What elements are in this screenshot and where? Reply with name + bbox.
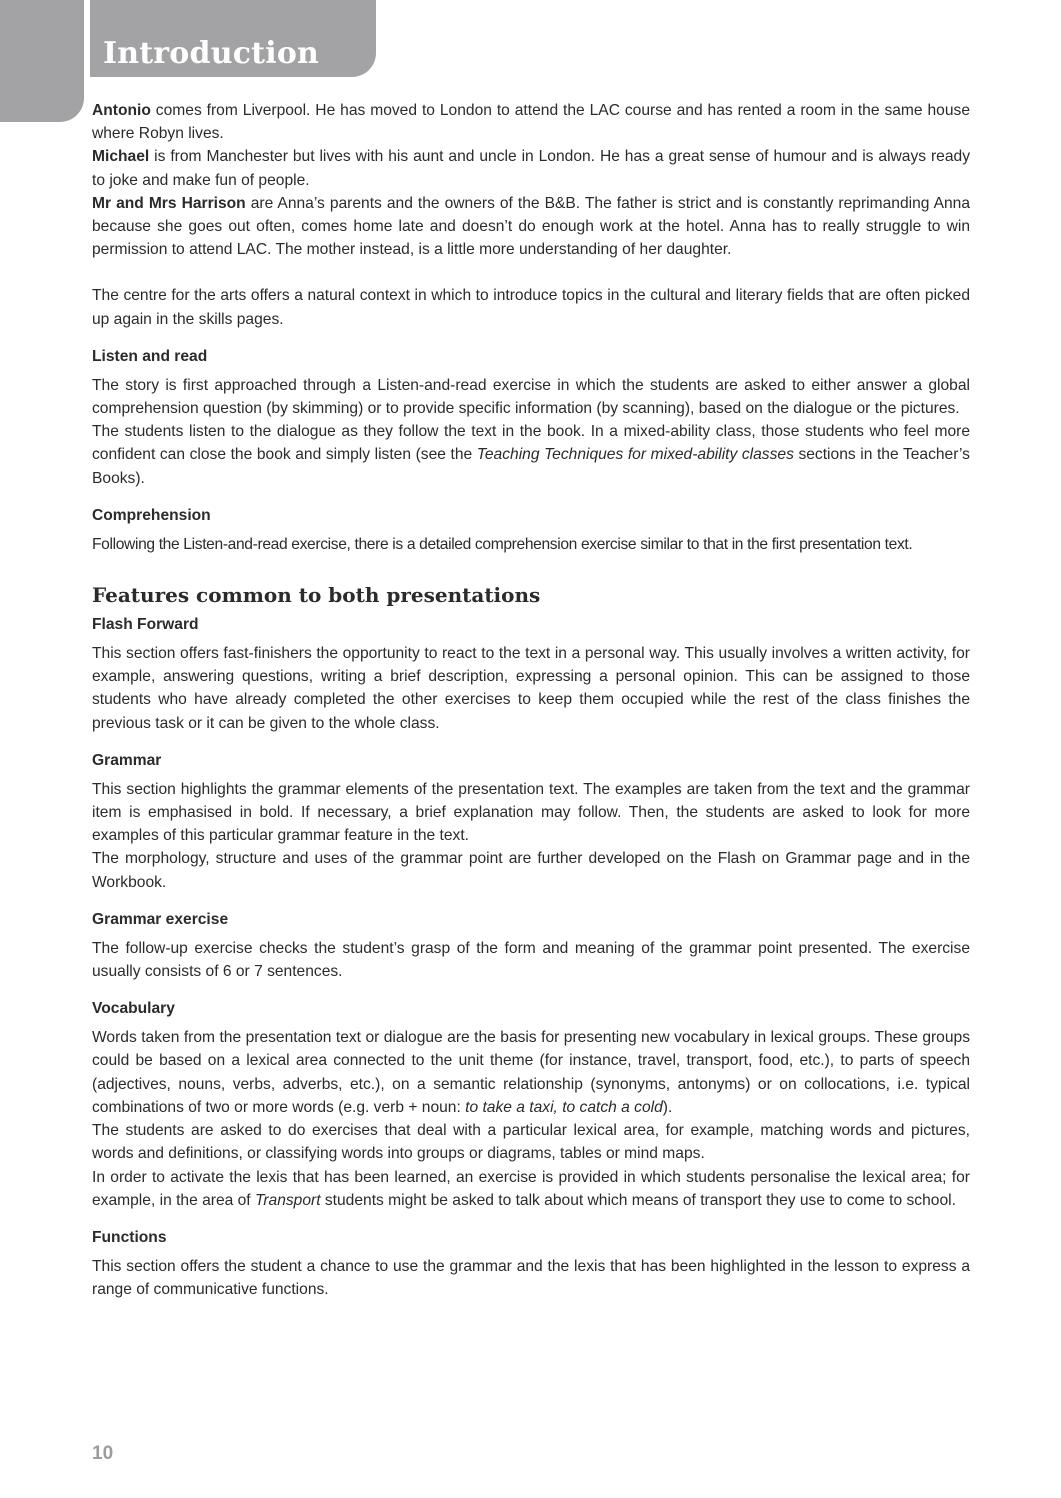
vocabulary-paragraph-2: The students are asked to do exercises that deal with a particular lexical area, for example, matching words and pictures, words and definitions, or classifying words into groups or diagrams, tables or mind maps. bbox=[92, 1122, 970, 1163]
collocation-examples: to take a taxi, to catch a cold bbox=[465, 1098, 663, 1116]
listen-and-read-heading: Listen and read bbox=[92, 347, 208, 365]
features-section-heading: Features common to both presentations bbox=[92, 583, 541, 608]
vocabulary-text-3: In order to activate the lexis that has been learned, an exercise is provided in which students personalise the lexical area; for example, in the area of bbox=[92, 1168, 970, 1209]
character-name-harrison: Mr and Mrs Harrison bbox=[92, 194, 246, 212]
transport-example: Transport bbox=[254, 1191, 321, 1209]
michael-paragraph bbox=[92, 145, 970, 191]
listen-and-read-text: The students listen to the dialogue as they follow the text in the book. In a mixed-ability class, those students who feel more confident can close the book and simply listen (see the bbox=[92, 423, 970, 464]
corner-tab-decoration bbox=[0, 0, 84, 122]
character-name-antonio: Antonio bbox=[92, 102, 151, 119]
page-number: 10 bbox=[92, 1443, 114, 1464]
vocabulary-paragraph-1 bbox=[92, 1026, 970, 1119]
comprehension-heading: Comprehension bbox=[92, 506, 211, 524]
grammar-heading: Grammar bbox=[92, 751, 162, 769]
functions-paragraph: This section offers the student a chance to use the grammar and the lexis that has been highlighted in the lesson to express a range of communicative functions. bbox=[92, 1257, 970, 1299]
comprehension-paragraph: Following the Listen-and-read exercise, there is a detailed comprehension exercise similar to that in the first presentation text. bbox=[92, 535, 913, 553]
vocabulary-paragraph-3 bbox=[92, 1166, 970, 1212]
grammar-paragraph-1: This section highlights the grammar elements of the presentation text. The examples are taken from the text and the grammar item is emphasised in bold. If necessary, a brief explanation may follow. Then, the students are asked to look for more examples of this particular grammar feature in the text. bbox=[92, 780, 970, 845]
antonio-description: comes from Liverpool. He has moved to London to attend the LAC course and has rented a room in the same house where Robyn lives. bbox=[92, 102, 970, 143]
header-tab bbox=[90, 0, 376, 77]
vocabulary-text-end: ). bbox=[662, 1098, 673, 1116]
grammar-exercise-paragraph: The follow-up exercise checks the student’s grasp of the form and meaning of the grammar point presented. The exercise usually consists of 6 or 7 sentences. bbox=[92, 939, 970, 981]
grammar-paragraph-2: The morphology, structure and uses of the grammar point are further developed on the Flash on Grammar page and in the Workbook. bbox=[92, 850, 970, 891]
listen-and-read-paragraph-1: The story is first approached through a Listen-and-read exercise in which the students are asked to either answer a global comprehension question (by skimming) or to provide specific information (by scanning), based on the dialogue or the pictures. bbox=[92, 376, 970, 418]
vocabulary-text: Words taken from the presentation text or dialogue are the basis for presenting new vocabulary in lexical groups. These groups could be based on a lexical area connected to the unit theme (for instance, travel, transport, food, etc.), to parts of speech (adjectives, nouns, verbs, adverbs, etc.), on a semantic relationship (synonyms, antonyms) or on collocations, i.e. typical combinations of two or more words (e.g. verb + noun: bbox=[92, 1029, 970, 1116]
teaching-techniques-reference: Teaching Techniques for mixed-ability classes bbox=[476, 446, 794, 464]
page-title: Introduction bbox=[103, 36, 320, 71]
michael-description: is from Manchester but lives with his aunt and uncle in London. He has a great sense of humour and is always ready to joke and make fun of people. bbox=[92, 148, 970, 189]
centre-paragraph: The centre for the arts offers a natural context in which to introduce topics in the cultural and literary fields that are often picked up again in the skills pages. bbox=[92, 287, 970, 328]
functions-heading: Functions bbox=[92, 1228, 167, 1246]
flash-forward-heading: Flash Forward bbox=[92, 616, 199, 634]
flash-forward-paragraph: This section offers fast-finishers the opportunity to react to the text in a personal way. This usually involves a written activity, for example, answering questions, writing a brief description, expressing a personal opinion. This can be assigned to those students who have already completed the other exercises to keep them occupied while the rest of the class finishes the previous task or it can be given to the whole class. bbox=[92, 645, 970, 732]
harrison-paragraph bbox=[92, 192, 970, 262]
antonio-paragraph bbox=[92, 99, 970, 145]
grammar-exercise-heading: Grammar exercise bbox=[92, 910, 229, 928]
listen-and-read-text-end: sections in the Teacher’s Books). bbox=[92, 446, 970, 487]
harrison-description: are Anna’s parents and the owners of the B&B. The father is strict and is constantly reprimanding Anna because she goes out often, comes home late and doesn’t do enough work at the hotel. Anna has to really struggle to win permission to attend LAC. The mother instead, is a little more understanding of her daughter. bbox=[92, 194, 971, 259]
main-content bbox=[92, 99, 970, 1301]
vocabulary-heading: Vocabulary bbox=[92, 1000, 175, 1018]
listen-and-read-paragraph-2 bbox=[92, 420, 970, 490]
vocabulary-text-3-end: students might be asked to talk about which means of transport they use to come to school. bbox=[320, 1191, 956, 1209]
paragraph-gap bbox=[92, 261, 970, 284]
character-name-michael: Michael bbox=[92, 148, 150, 166]
